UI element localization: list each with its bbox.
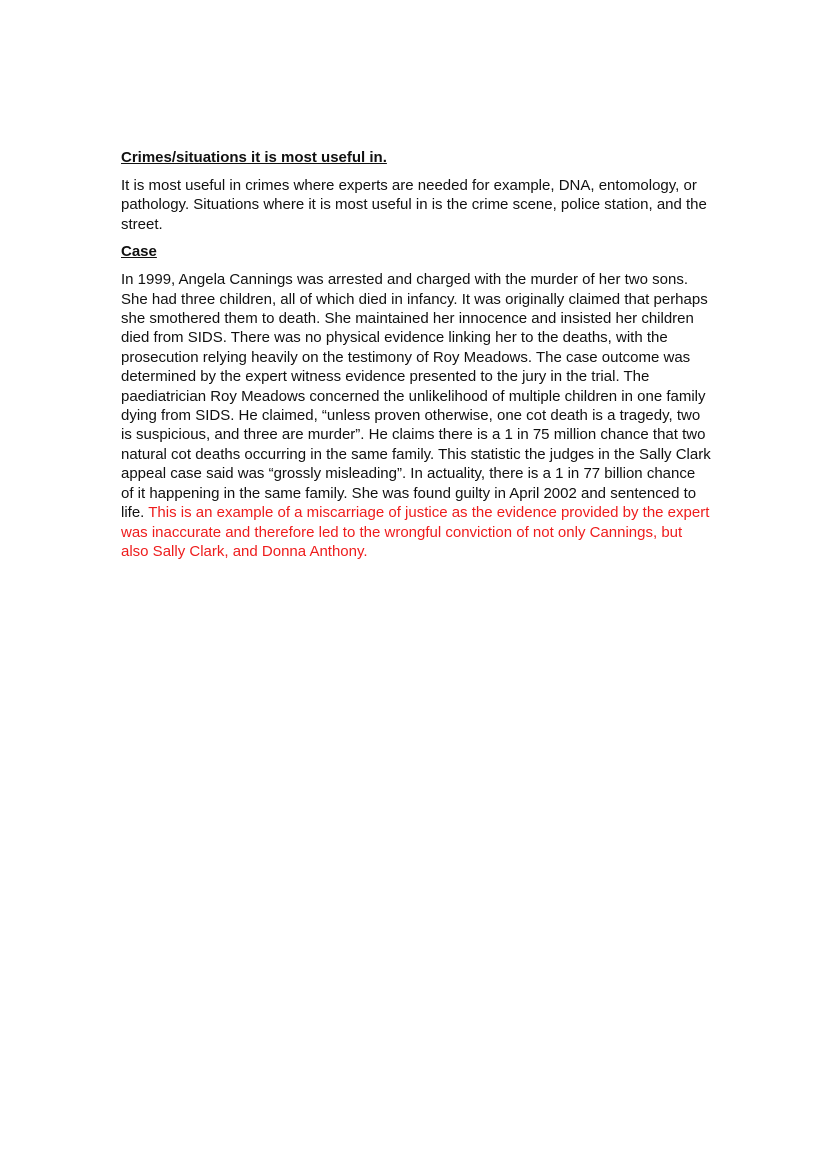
section-heading-case: Case <box>121 243 157 261</box>
case-text: In 1999, Angela Cannings was arrested and charged with the murder of her two sons. She had three children, all of which died in infancy. It was originally claimed that perhaps she smothered them to death. She maintained her innocence and insisted her children died from SIDS. There was no physical evidence linking her to the deaths, with the prosecution relying heavily on the testimony of Roy Meadows. The case outcome was determined by the expert witness evidence presented to the jury in the trial. The paediatrician Roy Meadows concerned the unlikelihood of multiple children in one family dying from SIDS. He claimed, “unless proven otherwise, one cot death is a tragedy, two is suspicious, and three are murder”. He claims there is a 1 in 75 million chance that two natural cot deaths occurring in the same family. This statistic the judges in the Sally Clark appeal case said was “grossly misleading”. In actuality, there is a 1 in 77 billion chance of it happening in the same family. She was found guilty in April 2002 and sentenced to life. <box>121 271 711 522</box>
section-heading-crimes: Crimes/situations it is most useful in. <box>121 149 387 166</box>
document-content <box>121 148 711 571</box>
section-body-crimes: It is most useful in crimes where experts are needed for example, DNA, entomology, or pathology. Situations where it is most useful in is the crime scene, police station, and the street. <box>121 177 707 233</box>
case-highlight-text: This is an example of a miscarriage of justice as the evidence provided by the expert was inaccurate and therefore led to the wrongful conviction of not only Cannings, but also Sally Clark, and Donna Anthony. <box>121 504 710 560</box>
section-body-case <box>121 270 711 561</box>
